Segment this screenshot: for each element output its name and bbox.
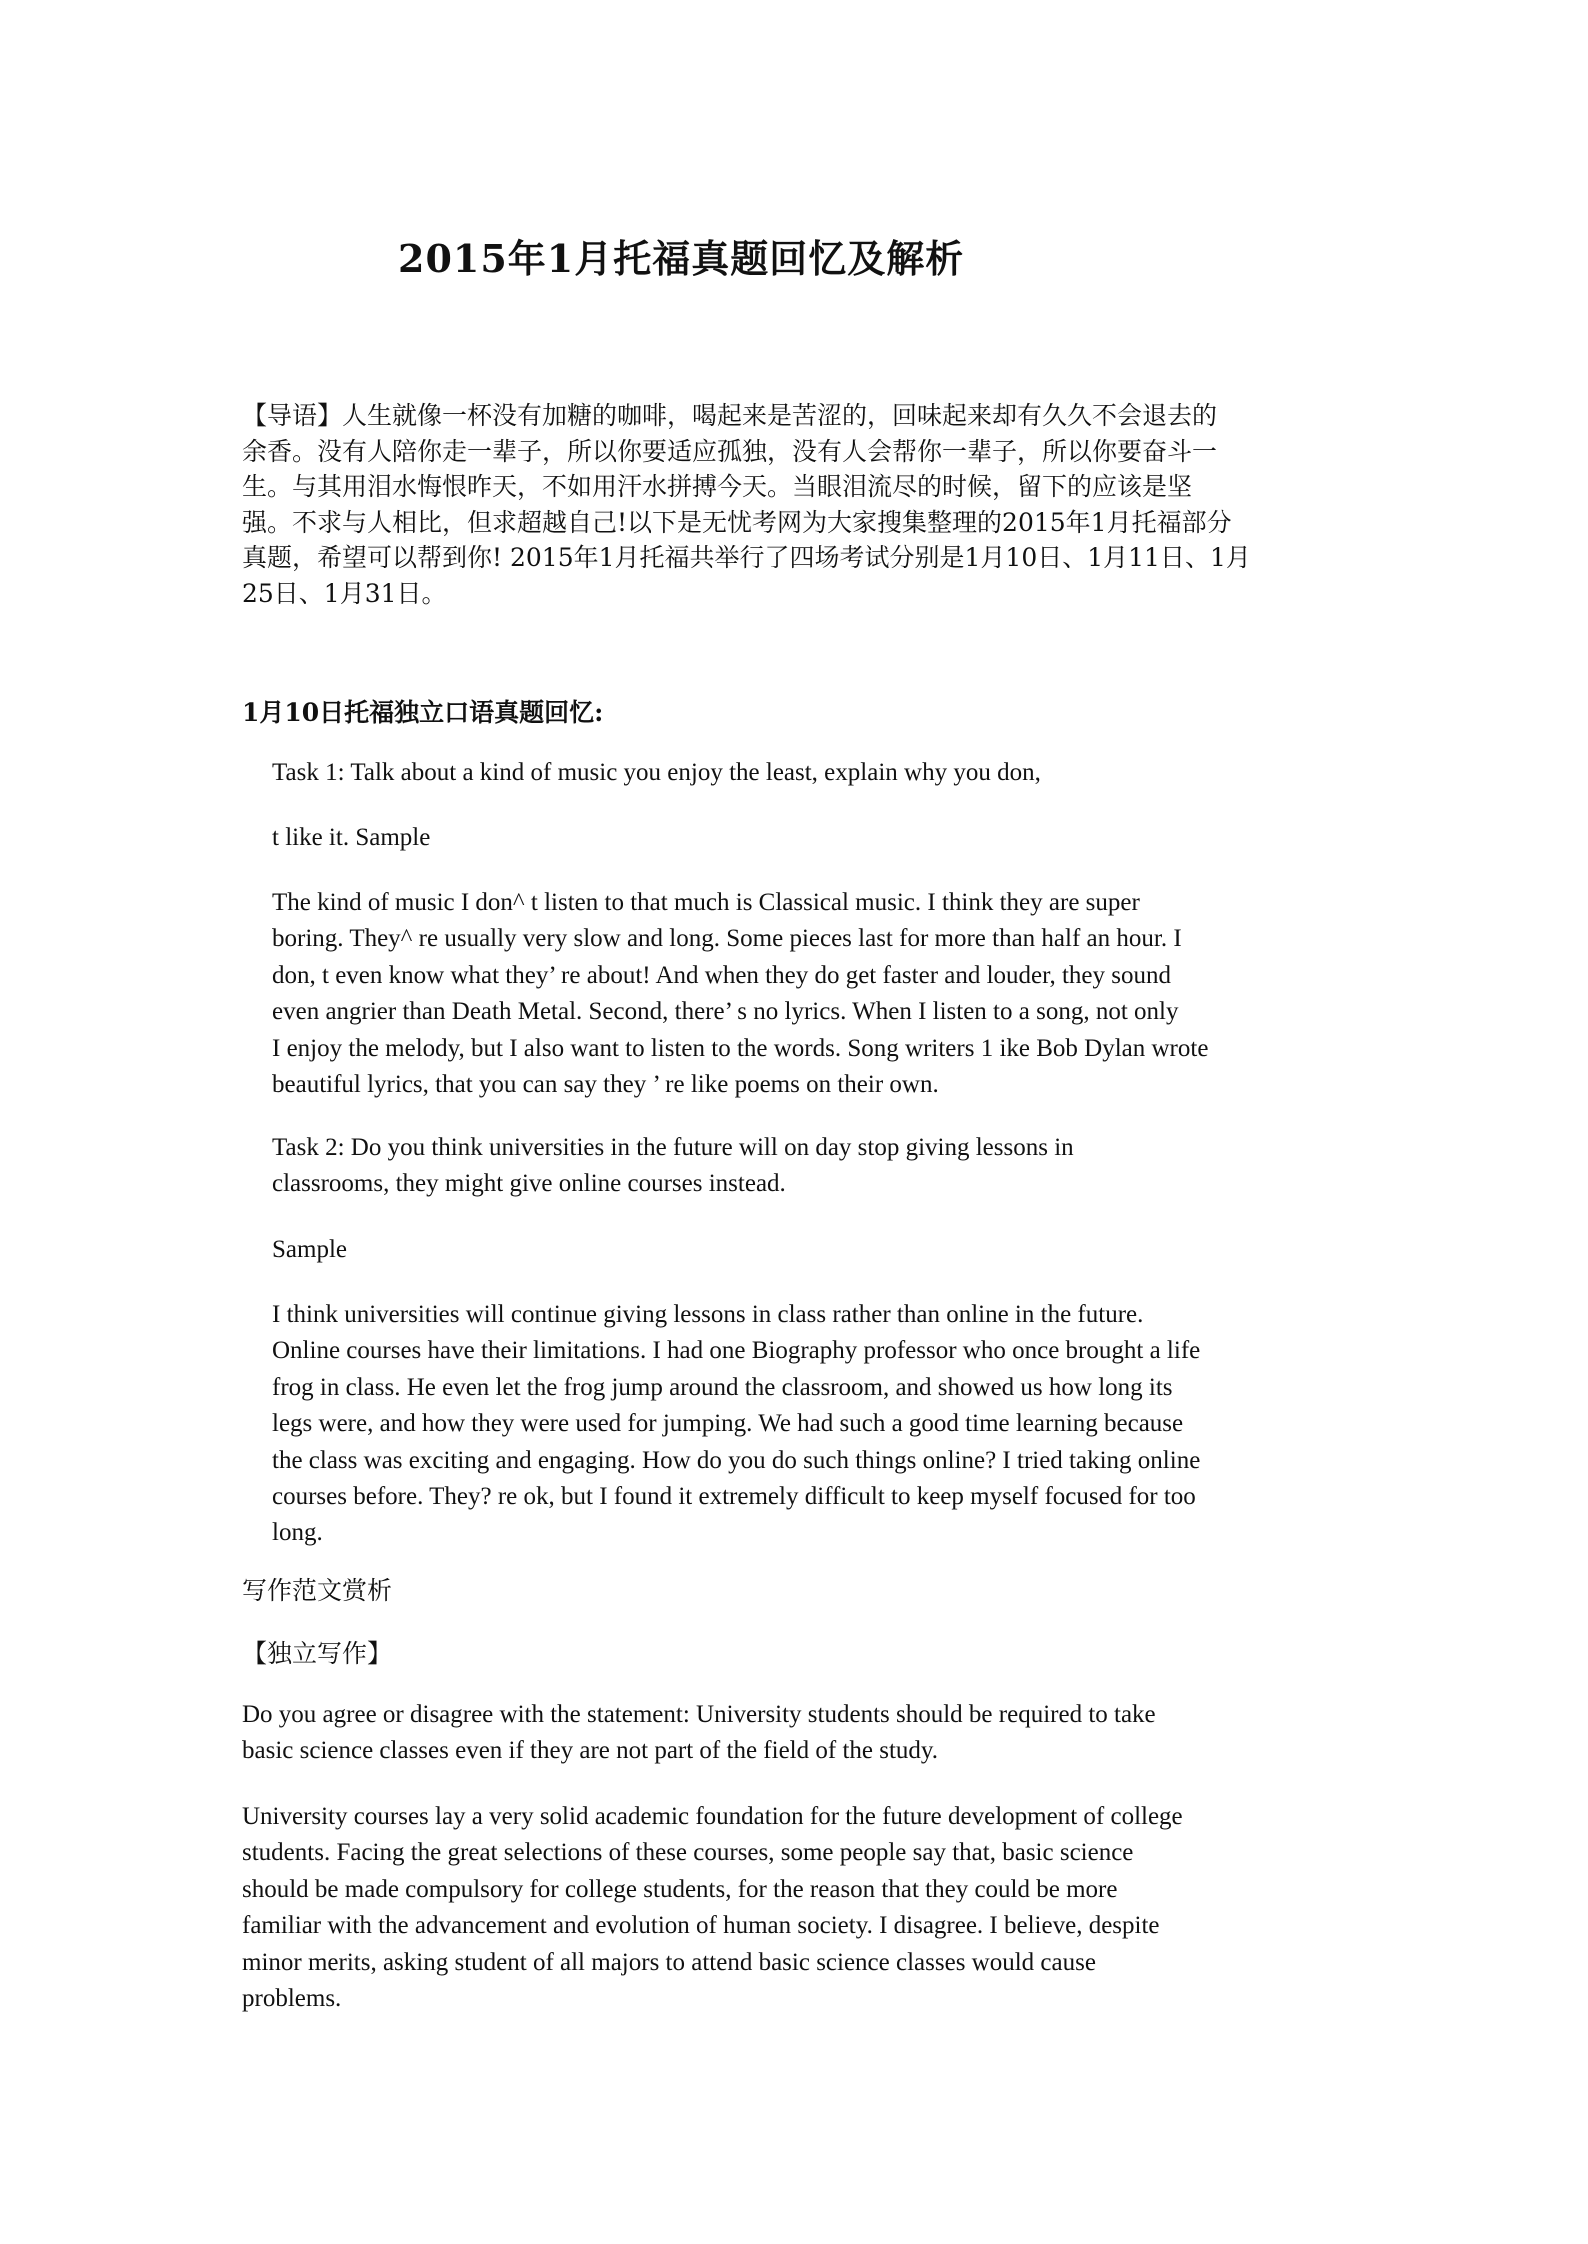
sample2-paragraph xyxy=(272,1297,1200,1552)
sample1-line: boring. They^ re usually very slow and long. Some pieces last for more than half an hour. I xyxy=(272,925,1182,953)
sample2-line: courses before. They? re ok, but I found it extremely difficult to keep myself focused for too xyxy=(272,1483,1196,1511)
sample1-line: The kind of music I don^ t listen to that much is Classical music. I think they are super xyxy=(272,889,1140,916)
sample1-line: don, t even know what they’ re about! And when they do get faster and louder, they sound xyxy=(272,961,1171,989)
task1-line: Task 1: Talk about a kind of music you enjoy the least, explain why you don, xyxy=(272,759,1041,786)
essay-line: problems. xyxy=(242,1985,342,2013)
prompt-line: Do you agree or disagree with the statement: University students should be required to take xyxy=(242,1701,1156,1728)
sample2-line: I think universities will continue giving lessons in class rather than online in the future. xyxy=(272,1301,1144,1328)
task1-prompt-continued xyxy=(272,820,430,856)
writing-prompt xyxy=(242,1697,1156,1770)
sample1-line: even angrier than Death Metal. Second, there’ s no lyrics. When I listen to a song, not only xyxy=(272,998,1179,1026)
intro-line: 真题，希望可以帮到你! 2015年1月托福共举行了四场考试分别是1月10日、1月11日、1月 xyxy=(242,543,1251,572)
essay-line: University courses lay a very solid academic foundation for the future development of college xyxy=(242,1803,1183,1830)
task1-line: t like it. Sample xyxy=(272,824,431,851)
essay-line: minor merits, asking student of all majors to attend basic science classes would cause xyxy=(242,1948,1096,1976)
speaking-section-heading: 1月10日托福独立口语真题回忆: xyxy=(242,698,604,727)
sample2-line: long. xyxy=(272,1519,323,1547)
sample2-line: frog in class. He even let the frog jump around the classroom, and showed us how long its xyxy=(272,1373,1173,1401)
essay-paragraph xyxy=(242,1799,1183,2017)
sample1-line: beautiful lyrics, that you can say they ’ re like poems on their own. xyxy=(272,1071,939,1099)
writing-subheading: 【独立写作】 xyxy=(242,1639,393,1668)
task1-prompt xyxy=(272,755,1041,791)
essay-line: should be made compulsory for college students, for the reason that they could be more xyxy=(242,1875,1118,1903)
page-title: 2015年1月托福真题回忆及解析 xyxy=(398,236,965,281)
sample2-line: Online courses have their limitations. I had one Biography professor who once brought a life xyxy=(272,1337,1201,1365)
intro-line: 25日、1月31日。 xyxy=(242,578,447,608)
prompt-line: basic science classes even if they are not part of the field of the study. xyxy=(242,1737,939,1765)
essay-line: students. Facing the great selections of these courses, some people say that, basic science xyxy=(242,1839,1134,1867)
sample-label: Sample xyxy=(272,1236,347,1263)
intro-line: 【导语】人生就像一杯没有加糖的咖啡，喝起来是苦涩的，回味起来却有久久不会退去的 xyxy=(242,401,1218,430)
task2-prompt xyxy=(272,1130,1074,1203)
intro-paragraph xyxy=(242,398,1352,611)
task2-line: Task 2: Do you think universities in the future will on day stop giving lessons in xyxy=(272,1134,1074,1161)
intro-line: 强。不求与人相比，但求超越自己!以下是无忧考网为大家搜集整理的2015年1月托福部分 xyxy=(242,507,1232,537)
intro-line: 余香。没有人陪你走一辈子，所以你要适应孤独，没有人会帮你一辈子，所以你要奋斗一 xyxy=(242,436,1218,466)
essay-line: familiar with the advancement and evolution of human society. I disagree. I believe, despite xyxy=(242,1912,1160,1940)
sample1-line: I enjoy the melody, but I also want to listen to the words. Song writers 1 ike Bob Dylan wrote xyxy=(272,1034,1209,1062)
sample1-paragraph xyxy=(272,885,1208,1103)
sample2-label xyxy=(272,1232,347,1268)
writing-section-heading: 写作范文赏析 xyxy=(242,1576,393,1605)
sample2-line: legs were, and how they were used for jumping. We had such a good time learning because xyxy=(272,1410,1184,1438)
intro-line: 生。与其用泪水悔恨昨天，不如用汗水拼搏今天。当眼泪流尽的时候，留下的应该是坚 xyxy=(242,472,1193,501)
sample2-line: the class was exciting and engaging. How do you do such things online? I tried taking online xyxy=(272,1446,1201,1474)
task2-line: classrooms, they might give online courses instead. xyxy=(272,1170,786,1198)
